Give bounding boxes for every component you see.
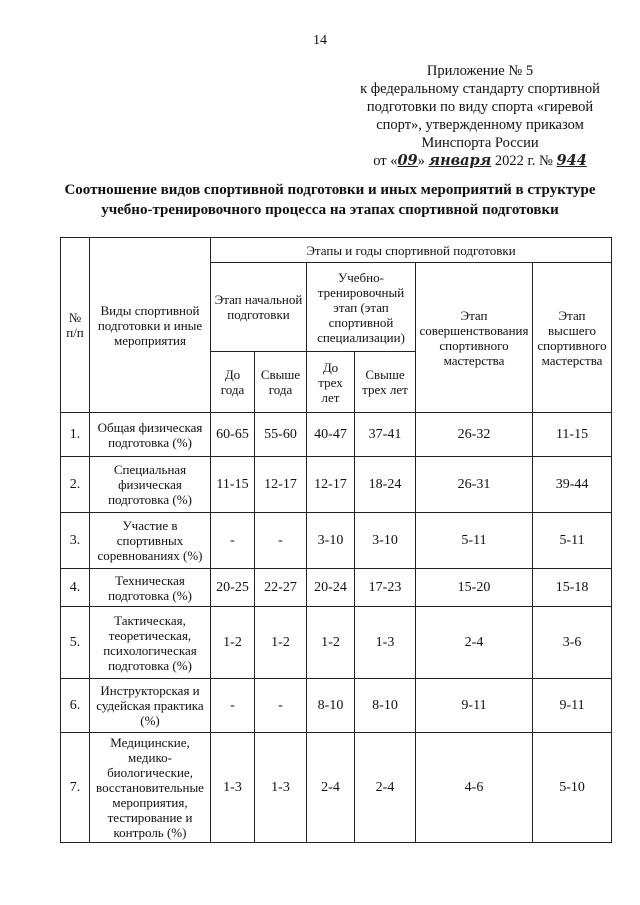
cell-highest: 5-11 (533, 513, 612, 569)
appendix-line: Минспорта России (421, 135, 539, 151)
header-up-to-year: До года (211, 352, 255, 413)
date-mid: » (417, 153, 429, 169)
appendix-line: к федеральному стандарту спортивной (360, 81, 600, 97)
order-date-line (330, 152, 630, 170)
header-up-to-three-years: До трех лет (307, 352, 355, 413)
cell-training-up-to-three: 8-10 (307, 679, 355, 733)
page-number: 14 (313, 33, 327, 48)
cell-initial-over-year: 22-27 (255, 569, 307, 607)
appendix-header (330, 62, 630, 170)
cell-training-over-three: 17-23 (355, 569, 416, 607)
cell-highest: 3-6 (533, 607, 612, 679)
date-year: 2022 г. № (491, 153, 557, 169)
row-kind: Специальная физическая подготовка (%) (90, 457, 211, 513)
table-row (61, 569, 612, 607)
table-row (61, 679, 612, 733)
row-kind: Медицинские, медико-биологические, восстановительные мероприятия, тестирование и контроль (%) (90, 733, 211, 843)
cell-improvement: 26-31 (416, 457, 533, 513)
title-line: учебно-тренировочного процесса на этапах спортивной подготовки (101, 202, 559, 218)
header-stage-training: Учебно-тренировочный этап (этап спортивной специализации) (307, 263, 416, 352)
cell-training-up-to-three: 20-24 (307, 569, 355, 607)
cell-initial-up-to-year: - (211, 679, 255, 733)
cell-highest: 9-11 (533, 679, 612, 733)
appendix-line: спорт», утвержденному приказом (376, 117, 584, 133)
appendix-line: Приложение № 5 (426, 63, 534, 79)
cell-initial-over-year: 1-2 (255, 607, 307, 679)
cell-initial-up-to-year: 1-3 (211, 733, 255, 843)
row-number: 6. (61, 679, 90, 733)
cell-improvement: 2-4 (416, 607, 533, 679)
table-row (61, 457, 612, 513)
row-number: 7. (61, 733, 90, 843)
cell-training-over-three: 18-24 (355, 457, 416, 513)
cell-improvement: 5-11 (416, 513, 533, 569)
cell-highest: 5-10 (533, 733, 612, 843)
row-number: 3. (61, 513, 90, 569)
header-num: № п/п (61, 238, 90, 413)
table-row (61, 413, 612, 457)
row-number: 5. (61, 607, 90, 679)
cell-improvement: 26-32 (416, 413, 533, 457)
cell-initial-over-year: 1-3 (255, 733, 307, 843)
date-prefix: от « (373, 153, 398, 169)
row-kind: Техническая подготовка (%) (90, 569, 211, 607)
cell-highest: 11-15 (533, 413, 612, 457)
row-kind: Тактическая, теоретическая, психологическая подготовка (%) (90, 607, 211, 679)
row-number: 4. (61, 569, 90, 607)
header-kinds: Виды спортивной подготовки и иные мероприятия (90, 238, 211, 413)
cell-highest: 39-44 (533, 457, 612, 513)
cell-improvement: 9-11 (416, 679, 533, 733)
header-stage-improvement: Этап совершенствования спортивного мастерства (416, 263, 533, 413)
handwritten-day: 09 (397, 152, 418, 169)
header-over-year: Свыше года (255, 352, 307, 413)
cell-initial-over-year: - (255, 513, 307, 569)
cell-training-up-to-three: 40-47 (307, 413, 355, 457)
ratio-table (60, 237, 612, 843)
cell-initial-over-year: - (255, 679, 307, 733)
handwritten-month: января (428, 152, 492, 169)
document-title (50, 180, 610, 220)
cell-initial-up-to-year: 20-25 (211, 569, 255, 607)
handwritten-order-number: 944 (556, 152, 587, 169)
cell-initial-up-to-year: 1-2 (211, 607, 255, 679)
table-row (61, 607, 612, 679)
header-stage-initial: Этап начальной подготовки (211, 263, 307, 352)
header-over-three-years: Свыше трех лет (355, 352, 416, 413)
cell-highest: 15-18 (533, 569, 612, 607)
row-kind: Общая физическая подготовка (%) (90, 413, 211, 457)
cell-improvement: 4-6 (416, 733, 533, 843)
cell-initial-over-year: 55-60 (255, 413, 307, 457)
table-row (61, 733, 612, 843)
cell-training-over-three: 37-41 (355, 413, 416, 457)
cell-initial-up-to-year: 60-65 (211, 413, 255, 457)
appendix-line: подготовки по виду спорта «гиревой (366, 99, 594, 115)
cell-initial-over-year: 12-17 (255, 457, 307, 513)
row-number: 2. (61, 457, 90, 513)
cell-training-up-to-three: 2-4 (307, 733, 355, 843)
cell-initial-up-to-year: 11-15 (211, 457, 255, 513)
cell-training-over-three: 2-4 (355, 733, 416, 843)
row-number: 1. (61, 413, 90, 457)
title-line: Соотношение видов спортивной подготовки и иных мероприятий в структуре (64, 182, 596, 198)
cell-training-up-to-three: 12-17 (307, 457, 355, 513)
cell-training-up-to-three: 3-10 (307, 513, 355, 569)
cell-training-over-three: 1-3 (355, 607, 416, 679)
row-kind: Инструкторская и судейская практика (%) (90, 679, 211, 733)
cell-initial-up-to-year: - (211, 513, 255, 569)
cell-training-up-to-three: 1-2 (307, 607, 355, 679)
cell-training-over-three: 3-10 (355, 513, 416, 569)
cell-improvement: 15-20 (416, 569, 533, 607)
header-stages: Этапы и годы спортивной подготовки (211, 238, 612, 263)
table-row (61, 513, 612, 569)
cell-training-over-three: 8-10 (355, 679, 416, 733)
header-stage-highest: Этап высшего спортивного мастерства (533, 263, 612, 413)
table-body (61, 413, 612, 843)
row-kind: Участие в спортивных соревнованиях (%) (90, 513, 211, 569)
